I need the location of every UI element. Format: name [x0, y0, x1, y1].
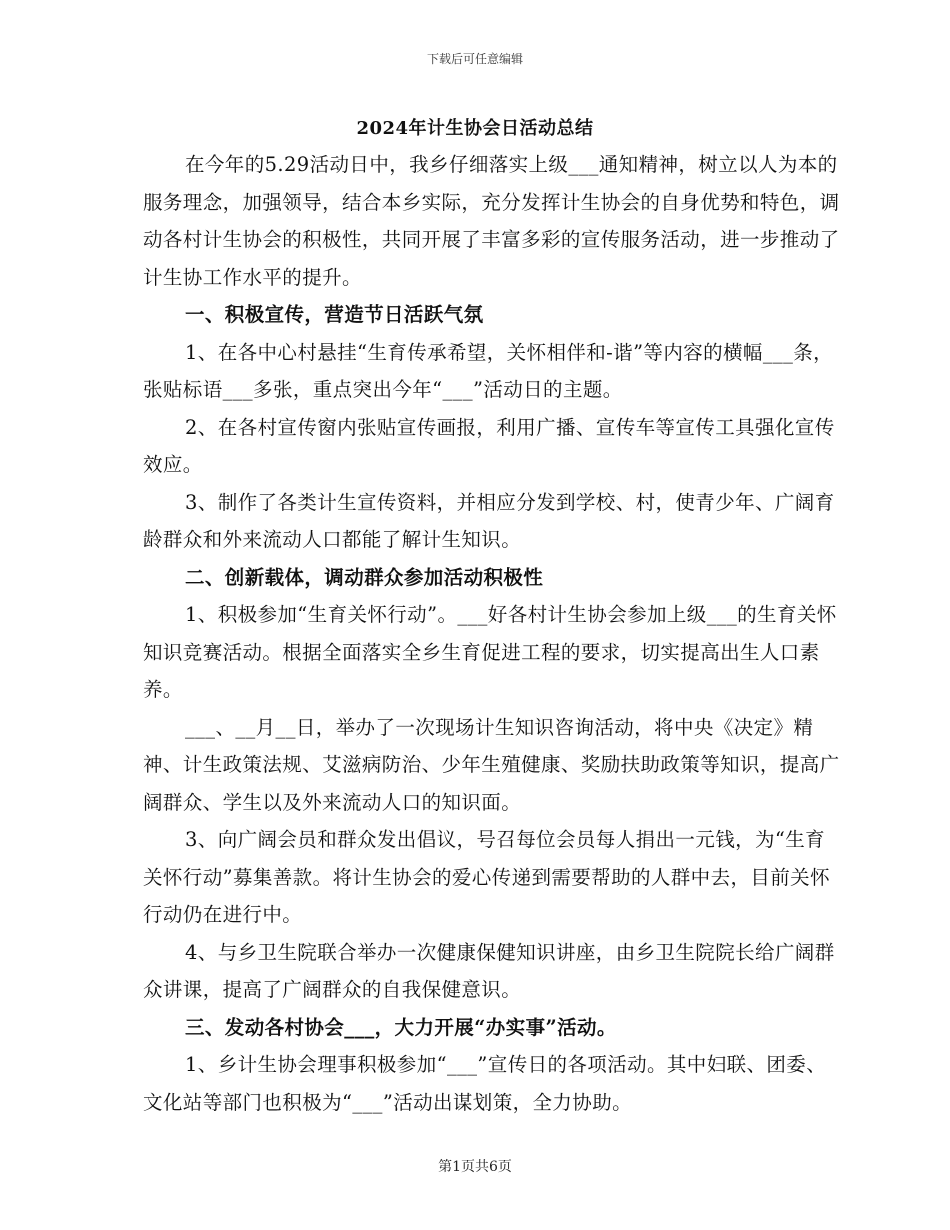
paragraph: 3、制作了各类计生宣传资料，并相应分发到学校、村，使青少年、广阔育龄群众和外来流动人口都能了解计生知识。: [143, 490, 835, 551]
header-note: 下载后可任意编辑: [426, 52, 523, 66]
section-heading: 二、创新载体，调动群众参加活动积极性: [185, 565, 544, 589]
section-heading: 一、积极宣传，营造节日活跃气氛: [185, 303, 484, 326]
paragraph: 3、向广阔会员和群众发出倡议，号召每位会员每人捐出一元钱，为“生育关怀行动”募集善款。将计生协会的爱心传递到需要帮助的人群中去，目前关怀行动仍在进行中。: [143, 828, 830, 926]
paragraph: 1、乡计生协会理事积极参加“___”宣传日的各项活动。其中妇联、团委、文化站等部门也积极为“___”活动出谋划策，全力协助。: [143, 1053, 827, 1114]
section-heading: 三、发动各村协会___，大力开展“办实事”活动。: [185, 1015, 617, 1039]
paragraph: 1、积极参加“生育关怀行动”。___好各村计生协会参加上级___的生育关怀知识竞赛活动。根据全面落实全乡生育促进工程的要求，切实提高出生人口素养。: [143, 603, 837, 701]
paragraph: ___、__月__日，举办了一次现场计生知识咨询活动，将中央《决定》精神、计生政策法规、艾滋病防治、少年生殖健康、奖励扶助政策等知识，提高广阔群众、学生以及外来流动人口的知识面。: [143, 715, 840, 814]
paragraph: 4、与乡卫生院联合举办一次健康保健知识讲座，由乡卫生院院长给广阔群众讲课，提高了广阔群众的自我保健意识。: [143, 940, 835, 1001]
document-body: [143, 146, 843, 1121]
paragraph: 在今年的5.29活动日中，我乡仔细落实上级___通知精神，树立以人为本的服务理念，加强领导，结合本乡实际，充分发挥计生协会的自身优势和特色，调动各村计生协会的积极性，共同开展了丰富多彩的宣传服务活动，进一步推动了计生协工作水平的提升。: [143, 153, 840, 289]
document-title: 2024年计生协会日活动总结: [356, 118, 594, 139]
paragraph: 2、在各村宣传窗内张贴宣传画报，利用广播、宣传车等宣传工具强化宣传效应。: [143, 415, 835, 476]
page-number: 第1页共6页: [438, 1159, 512, 1175]
paragraph: 1、在各中心村悬挂“生育传承希望，关怀相伴和-谐”等内容的横幅___条，张贴标语___多张，重点突出今年“___”活动日的主题。: [143, 340, 834, 401]
